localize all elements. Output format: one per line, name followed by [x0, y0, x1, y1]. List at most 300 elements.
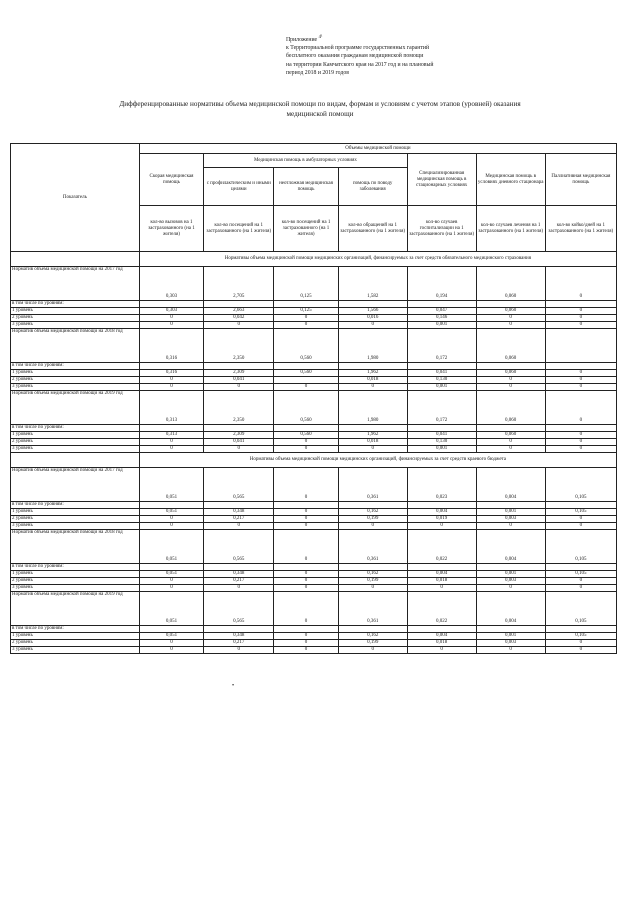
value-cell: 0,051: [139, 468, 203, 502]
value-cell: 0: [338, 647, 407, 654]
value-cell: 0,316: [139, 370, 203, 377]
column-unit: кол-во случаев госпитализации на 1 застрахованного (на 1 жителя): [407, 206, 476, 252]
level-label: 2 уровень: [11, 516, 140, 523]
value-cell: 0: [139, 523, 203, 530]
empty-cell: [338, 363, 407, 370]
value-cell: 0,316: [139, 329, 203, 363]
value-cell: 0: [274, 592, 338, 626]
table-row-level: [11, 571, 617, 578]
document-title-line: Дифференцированные нормативы объема медицинской помощи по видам, формам и условиям с учетом этапов (уровней) оказания: [119, 100, 521, 108]
levels-label: в том числе по уровням:: [11, 301, 140, 308]
empty-cell: [204, 363, 274, 370]
value-cell: 0,051: [139, 509, 203, 516]
empty-cell: [338, 564, 407, 571]
level-label: 1 уровень: [11, 308, 140, 315]
table-row-total: [11, 267, 617, 301]
value-cell: 0: [274, 446, 338, 453]
header-row: [11, 144, 617, 154]
row-label: Норматив объема медицинской помощи на 2019 год: [11, 391, 140, 425]
volumes-header: Объемы медицинской помощи: [139, 144, 616, 154]
value-cell: 0: [545, 370, 616, 377]
empty-cell: [476, 363, 545, 370]
level-label: 2 уровень: [11, 578, 140, 585]
empty-cell: [545, 502, 616, 509]
value-cell: 2,705: [204, 267, 274, 301]
empty-cell: [274, 502, 338, 509]
value-cell: 0: [407, 585, 476, 592]
value-cell: 0: [139, 439, 203, 446]
empty-cell: [407, 502, 476, 509]
empty-cell: [476, 425, 545, 432]
empty-cell: [545, 425, 616, 432]
level-label: 3 уровень: [11, 384, 140, 391]
levels-label: в том числе по уровням:: [11, 502, 140, 509]
value-cell: 0,001: [407, 384, 476, 391]
empty-cell: [139, 301, 203, 308]
column-header: неотложная медицинская помощь: [274, 168, 338, 206]
level-label: 1 уровень: [11, 571, 140, 578]
section-spacer: [11, 453, 140, 468]
value-cell: 0,001: [476, 571, 545, 578]
appendix-note: [286, 34, 616, 77]
table-row-total: [11, 530, 617, 564]
level-label: 3 уровень: [11, 647, 140, 654]
levels-label: в том числе по уровням:: [11, 425, 140, 432]
value-cell: 0: [545, 647, 616, 654]
empty-cell: [274, 425, 338, 432]
empty-cell: [139, 626, 203, 633]
ambulatory-group-header: Медицинская помощь в амбулаторных условиях: [204, 154, 408, 168]
table-row-level: [11, 446, 617, 453]
table-row-levels-label: [11, 363, 617, 370]
value-cell: 0: [476, 315, 545, 322]
value-cell: 0: [274, 530, 338, 564]
section-title: Нормативы объема медицинской помощи медицинских организаций, финансируемых за счет средств обязательного медицинского страхования: [139, 252, 616, 267]
table-row-levels-label: [11, 425, 617, 432]
empty-cell: [338, 425, 407, 432]
value-cell: 0,001: [476, 509, 545, 516]
appendix-line: период 2018 и 2019 годов: [286, 69, 349, 76]
level-label: 2 уровень: [11, 439, 140, 446]
table-row-level: [11, 432, 617, 439]
value-cell: 0,004: [476, 468, 545, 502]
value-cell: 0: [545, 391, 616, 425]
levels-label: в том числе по уровням:: [11, 564, 140, 571]
value-cell: 0: [274, 571, 338, 578]
value-cell: 0: [545, 315, 616, 322]
value-cell: 0,361: [338, 468, 407, 502]
level-label: 1 уровень: [11, 370, 140, 377]
value-cell: 1,962: [338, 432, 407, 439]
document-title-line: медицинской помощи: [286, 109, 354, 118]
table-row-level: [11, 439, 617, 446]
empty-cell: [274, 301, 338, 308]
value-cell: 0: [545, 377, 616, 384]
value-cell: 0,172: [407, 391, 476, 425]
section-row: [11, 453, 617, 468]
value-cell: 1,980: [338, 391, 407, 425]
value-cell: 0,018: [338, 439, 407, 446]
column-unit: кол-во случаев лечения на 1 застрахованного (на 1 жителя): [476, 206, 545, 252]
value-cell: 0,060: [476, 370, 545, 377]
empty-cell: [545, 564, 616, 571]
row-label: Норматив объема медицинской помощи на 2018 год: [11, 329, 140, 363]
table-row-levels-label: [11, 502, 617, 509]
value-cell: 0,348: [204, 571, 274, 578]
empty-cell: [407, 363, 476, 370]
value-cell: 0,019: [407, 516, 476, 523]
empty-cell: [407, 564, 476, 571]
value-cell: 0,060: [476, 432, 545, 439]
value-cell: 0: [274, 633, 338, 640]
value-cell: 0: [139, 640, 203, 647]
value-cell: 0: [476, 377, 545, 384]
column-header: помощь по поводу заболевания: [338, 168, 407, 206]
empty-cell: [274, 626, 338, 633]
section-row: [11, 252, 617, 267]
value-cell: 0: [545, 439, 616, 446]
value-cell: 0,004: [476, 530, 545, 564]
value-cell: 0: [545, 384, 616, 391]
value-cell: 0,003: [476, 578, 545, 585]
table-row-level: [11, 640, 617, 647]
empty-cell: [338, 301, 407, 308]
column-header: Медицинская помощь в условиях дневного стационара: [476, 154, 545, 206]
value-cell: 0,560: [274, 329, 338, 363]
empty-cell: [204, 502, 274, 509]
value-cell: 0: [545, 516, 616, 523]
level-label: 1 уровень: [11, 633, 140, 640]
appendix-number: 4¹: [318, 35, 323, 40]
value-cell: 0: [338, 585, 407, 592]
empty-cell: [139, 425, 203, 432]
value-cell: 0,560: [274, 391, 338, 425]
value-cell: 0,217: [204, 516, 274, 523]
value-cell: 0: [476, 647, 545, 654]
value-cell: 0,051: [139, 571, 203, 578]
value-cell: 1,582: [338, 267, 407, 301]
value-cell: 0,105: [545, 571, 616, 578]
value-cell: 0: [407, 647, 476, 654]
section-spacer: [11, 252, 140, 267]
row-label: Норматив объема медицинской помощи на 2018 год: [11, 530, 140, 564]
value-cell: 0: [476, 446, 545, 453]
value-cell: 0,041: [407, 432, 476, 439]
row-label: Норматив объема медицинской помощи на 2017 год: [11, 468, 140, 502]
value-cell: 0: [476, 322, 545, 329]
empty-cell: [139, 502, 203, 509]
document-title: [30, 100, 610, 119]
appendix-heading: [286, 34, 616, 44]
value-cell: 0,003: [476, 640, 545, 647]
empty-cell: [204, 626, 274, 633]
value-cell: 0,004: [407, 571, 476, 578]
table-row-levels-label: [11, 301, 617, 308]
empty-cell: [545, 363, 616, 370]
value-cell: 0,172: [407, 329, 476, 363]
empty-cell: [476, 502, 545, 509]
value-cell: 0,194: [407, 267, 476, 301]
value-cell: 0: [545, 640, 616, 647]
value-cell: 0,051: [139, 530, 203, 564]
value-cell: 0,303: [139, 267, 203, 301]
value-cell: 0: [476, 523, 545, 530]
table-row-levels-label: [11, 564, 617, 571]
level-label: 2 уровень: [11, 315, 140, 322]
value-cell: 0,105: [545, 468, 616, 502]
value-cell: 0: [476, 439, 545, 446]
value-cell: 0,018: [338, 377, 407, 384]
value-cell: 0,162: [338, 571, 407, 578]
value-cell: 0: [139, 315, 203, 322]
value-cell: 0: [545, 578, 616, 585]
table-row-level: [11, 377, 617, 384]
value-cell: 0,041: [204, 439, 274, 446]
value-cell: 0,125: [274, 267, 338, 301]
value-cell: 0: [139, 647, 203, 654]
value-cell: 0: [139, 384, 203, 391]
appendix-line: бесплатного оказания гражданам медицинской помощи: [286, 53, 424, 60]
value-cell: 1,566: [338, 308, 407, 315]
table-row-levels-label: [11, 626, 617, 633]
table-row-level: [11, 322, 617, 329]
value-cell: 0,016: [338, 315, 407, 322]
value-cell: 0: [274, 578, 338, 585]
section-title: Нормативы объема медицинской помощи медицинских организаций, финансируемых за счет средств краевого бюджета: [139, 453, 616, 468]
table-row-total: [11, 592, 617, 626]
value-cell: 0,199: [338, 578, 407, 585]
empty-cell: [204, 564, 274, 571]
table-row-level: [11, 315, 617, 322]
column-unit: кол-во обращений на 1 застрахованного (на 1 жителя): [338, 206, 407, 252]
norms-table: [10, 143, 617, 654]
table-row-total: [11, 468, 617, 502]
empty-cell: [476, 564, 545, 571]
value-cell: 0: [139, 377, 203, 384]
value-cell: 0,565: [204, 468, 274, 502]
value-cell: 2,350: [204, 329, 274, 363]
value-cell: 0,004: [476, 592, 545, 626]
value-cell: 0,060: [476, 329, 545, 363]
empty-cell: [476, 626, 545, 633]
value-cell: 0: [139, 578, 203, 585]
value-cell: 0,162: [338, 633, 407, 640]
empty-cell: [204, 425, 274, 432]
value-cell: 2,309: [204, 432, 274, 439]
value-cell: 0,105: [545, 530, 616, 564]
value-cell: 0,105: [545, 509, 616, 516]
value-cell: [545, 329, 616, 363]
value-cell: 0: [274, 640, 338, 647]
value-cell: 0,022: [407, 592, 476, 626]
value-cell: 0,130: [407, 377, 476, 384]
value-cell: 0: [204, 384, 274, 391]
value-cell: 0,348: [204, 509, 274, 516]
value-cell: 0: [274, 315, 338, 322]
value-cell: 0,042: [204, 315, 274, 322]
levels-label: в том числе по уровням:: [11, 626, 140, 633]
value-cell: 0,560: [274, 370, 338, 377]
appendix-line: к Территориальной программе государственных гарантий: [286, 45, 430, 52]
value-cell: 0: [274, 516, 338, 523]
appendix-line: на территории Камчатского края на 2017 год и на плановый: [286, 61, 434, 68]
value-cell: 0: [476, 384, 545, 391]
value-cell: 0,004: [407, 633, 476, 640]
value-cell: 0,146: [407, 315, 476, 322]
table-row-level: [11, 585, 617, 592]
value-cell: 0: [545, 523, 616, 530]
table-row-level: [11, 516, 617, 523]
level-label: 3 уровень: [11, 322, 140, 329]
value-cell: 0,348: [204, 633, 274, 640]
empty-cell: [407, 425, 476, 432]
value-cell: 0,125: [274, 308, 338, 315]
value-cell: 0,105: [545, 633, 616, 640]
empty-cell: [407, 626, 476, 633]
value-cell: 1,980: [338, 329, 407, 363]
value-cell: 0: [139, 322, 203, 329]
table-row-level: [11, 523, 617, 530]
value-cell: 0: [545, 432, 616, 439]
table-row-level: [11, 509, 617, 516]
value-cell: 0: [274, 523, 338, 530]
value-cell: 0: [274, 509, 338, 516]
value-cell: 2,350: [204, 391, 274, 425]
table-row-level: [11, 578, 617, 585]
value-cell: 0: [274, 384, 338, 391]
value-cell: 0: [274, 322, 338, 329]
value-cell: 2,309: [204, 370, 274, 377]
value-cell: 0: [274, 439, 338, 446]
value-cell: 0,313: [139, 391, 203, 425]
indicator-header: Показатель: [11, 144, 140, 252]
value-cell: 0: [338, 322, 407, 329]
row-label: Норматив объема медицинской помощи на 2019 год: [11, 592, 140, 626]
value-cell: 0,313: [139, 432, 203, 439]
table-row-level: [11, 370, 617, 377]
value-cell: 0,303: [139, 308, 203, 315]
value-cell: 0: [338, 523, 407, 530]
empty-cell: [545, 626, 616, 633]
value-cell: 0: [338, 446, 407, 453]
value-cell: 0,217: [204, 578, 274, 585]
empty-cell: [338, 626, 407, 633]
column-header: Специализированная медицинская помощь в стационарных условиях: [407, 154, 476, 206]
column-unit: кол-во посещений на 1 застрахованного (на 1 жителя): [204, 206, 274, 252]
value-cell: 0,004: [407, 509, 476, 516]
value-cell: 0,047: [407, 308, 476, 315]
value-cell: 0,060: [476, 267, 545, 301]
level-label: 1 уровень: [11, 432, 140, 439]
value-cell: 0,001: [476, 633, 545, 640]
value-cell: 0,217: [204, 640, 274, 647]
value-cell: 0: [139, 516, 203, 523]
table-row-total: [11, 329, 617, 363]
value-cell: 0: [274, 647, 338, 654]
value-cell: 0: [407, 523, 476, 530]
value-cell: 0: [274, 585, 338, 592]
value-cell: 2,663: [204, 308, 274, 315]
value-cell: 0,565: [204, 530, 274, 564]
value-cell: 0: [139, 585, 203, 592]
value-cell: 0: [139, 446, 203, 453]
column-header-ambulance: Скорая медицинская помощь: [139, 154, 203, 206]
empty-cell: [274, 363, 338, 370]
levels-label: в том числе по уровням:: [11, 363, 140, 370]
value-cell: 0: [204, 523, 274, 530]
value-cell: 0: [338, 384, 407, 391]
level-label: 3 уровень: [11, 523, 140, 530]
row-label: Норматив объема медицинской помощи на 2017 год: [11, 267, 140, 301]
value-cell: 0,023: [407, 468, 476, 502]
level-label: 3 уровень: [11, 446, 140, 453]
value-cell: 0,041: [204, 377, 274, 384]
page-mark: •: [232, 683, 235, 689]
value-cell: 0: [204, 322, 274, 329]
value-cell: 0,105: [545, 592, 616, 626]
value-cell: 1,962: [338, 370, 407, 377]
value-cell: 0,560: [274, 432, 338, 439]
table-row-total: [11, 391, 617, 425]
value-cell: 0,565: [204, 592, 274, 626]
value-cell: 0,003: [476, 516, 545, 523]
value-cell: 0,199: [338, 516, 407, 523]
empty-cell: [338, 502, 407, 509]
level-label: 3 уровень: [11, 585, 140, 592]
empty-cell: [139, 363, 203, 370]
value-cell: 0: [476, 585, 545, 592]
column-header: с профилактическим и иными целями: [204, 168, 274, 206]
value-cell: 0,199: [338, 640, 407, 647]
empty-cell: [204, 301, 274, 308]
table-row-level: [11, 308, 617, 315]
level-label: 2 уровень: [11, 640, 140, 647]
column-header: Паллиативная медицинская помощь: [545, 154, 616, 206]
column-unit: кол-во койко/дней на 1 застрахованного (на 1 жителя): [545, 206, 616, 252]
value-cell: 0: [204, 647, 274, 654]
level-label: 2 уровень: [11, 377, 140, 384]
value-cell: 0,041: [407, 370, 476, 377]
value-cell: 0,051: [139, 633, 203, 640]
value-cell: 0,018: [407, 578, 476, 585]
value-cell: 0,051: [139, 592, 203, 626]
value-cell: 0: [204, 585, 274, 592]
value-cell: 0: [545, 446, 616, 453]
value-cell: 0: [204, 446, 274, 453]
value-cell: 0,001: [407, 446, 476, 453]
empty-cell: [407, 301, 476, 308]
value-cell: 0,001: [407, 322, 476, 329]
column-unit: кол-во вызовов на 1 застрахованного (на 1 жителя): [139, 206, 203, 252]
table-row-level: [11, 633, 617, 640]
empty-cell: [274, 564, 338, 571]
value-cell: 0,022: [407, 530, 476, 564]
appendix-label: Приложение: [286, 36, 318, 43]
level-label: 1 уровень: [11, 509, 140, 516]
value-cell: 0,361: [338, 592, 407, 626]
value-cell: 0: [545, 308, 616, 315]
value-cell: 0,018: [407, 640, 476, 647]
table-row-level: [11, 384, 617, 391]
value-cell: 0,060: [476, 391, 545, 425]
value-cell: 0,361: [338, 530, 407, 564]
table-row-level: [11, 647, 617, 654]
value-cell: [274, 377, 338, 384]
value-cell: 0,130: [407, 439, 476, 446]
value-cell: 0,162: [338, 509, 407, 516]
empty-cell: [139, 564, 203, 571]
empty-cell: [545, 301, 616, 308]
